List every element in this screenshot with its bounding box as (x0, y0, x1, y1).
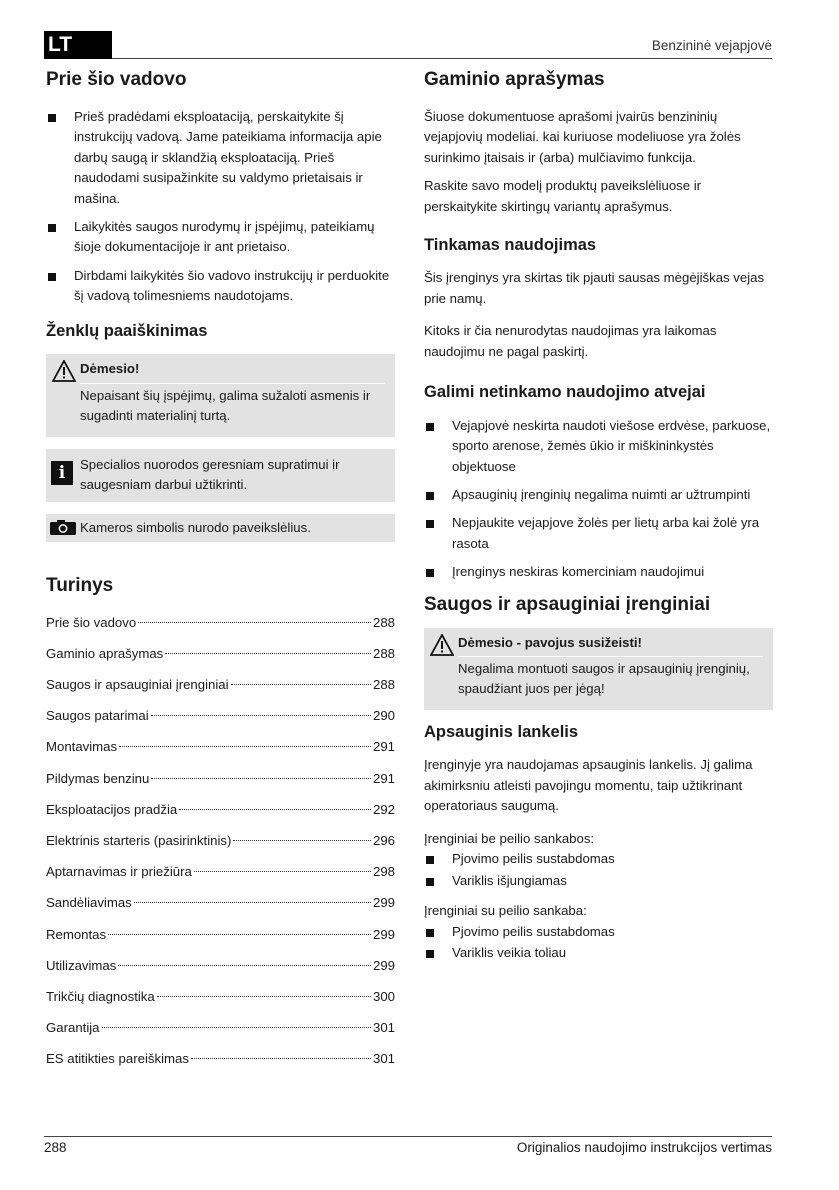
toc-title: Montavimas (46, 739, 118, 755)
list-item: Laikykitės saugos nurodymų ir įspėjimų, pateikiamų šioje dokumentacijoje ir ant prietaiso. (46, 217, 395, 258)
toc-page: 291 (372, 739, 395, 755)
toc-leader (194, 871, 371, 872)
list-item: Prieš pradėdami eksploataciją, perskaitykite šį instrukcijų vadovą. Jame pateikiama informacija apie darbų saugą ir sklandžią eksploataciją. Prieš naudodami susipažinkite su valdymo prietaisais ir mašina. (46, 107, 395, 209)
toc-title: Saugos ir apsauginiai įrenginiai (46, 677, 229, 693)
right-column (424, 68, 773, 971)
toc-row (46, 731, 395, 762)
toc-page: 288 (372, 614, 395, 630)
toc-row (46, 981, 395, 1012)
brake-label: Įrenginiai be peilio sankabos: (424, 830, 595, 846)
toc-title: Utilizavimas (46, 957, 117, 973)
toc-title: Remontas (46, 926, 107, 942)
toc-row (46, 794, 395, 825)
toc-row (46, 1043, 395, 1074)
misuse-list (424, 416, 773, 583)
toc-title: ES atitikties pareiškimas (46, 1051, 189, 1067)
language-badge: LT (44, 31, 112, 59)
bar-heading: Apsauginis lankelis (424, 722, 579, 741)
toc-leader (134, 902, 371, 903)
toc-leader (119, 746, 371, 747)
table-of-contents (46, 607, 395, 1075)
toc-page: 296 (372, 832, 395, 848)
toc-page: 290 (372, 708, 395, 724)
toc-title: Pildymas benzinu (46, 770, 150, 786)
use-heading: Tinkamas naudojimas (424, 235, 597, 254)
symbols-heading: Ženklų paaiškinimas (46, 321, 208, 340)
toc-page: 291 (372, 770, 395, 786)
toc-page: 299 (372, 957, 395, 973)
camera-text: Kameros simbolis nurodo paveikslėlius. (80, 519, 311, 535)
toc-page: 299 (372, 926, 395, 942)
header-rule (112, 58, 772, 59)
warning-title: Dėmesio! (80, 361, 140, 377)
warning-triangle-icon (430, 634, 454, 656)
about-heading: Prie šio vadovo (46, 69, 187, 90)
toc-leader (102, 1027, 371, 1028)
toc-page: 292 (372, 801, 395, 817)
info-icon: i (51, 461, 73, 485)
product-text-2: Raskite savo modelį produktų paveikslėliuose ir perskaitykite skirtingų variantų aprašymus. (424, 178, 702, 214)
toc-leader (191, 1058, 371, 1059)
toc-row (46, 669, 395, 700)
toc-title: Eksploatacijos pradžia (46, 801, 178, 817)
toc-title: Aptarnavimas ir priežiūra (46, 864, 192, 880)
footer-title: Originalios naudojimo instrukcijos vertimas (516, 1140, 772, 1155)
list-item: Variklis išjungiamas (424, 871, 773, 891)
safety-warning-title: Dėmesio - pavojus susižeisti! (458, 634, 642, 650)
toc-page: 301 (372, 1051, 395, 1067)
toc-leader (233, 840, 371, 841)
camera-notice (46, 514, 395, 542)
toc-title: Trikčių diagnostika (46, 988, 155, 1004)
toc-row (46, 607, 395, 638)
list-item: Vejapjovė neskirta naudoti viešose erdvėse, parkuose, sporto arenose, žemės ūkio ir miškininkystės objektuose (424, 416, 773, 477)
info-notice (46, 449, 395, 502)
toc-row (46, 856, 395, 887)
toc-row (46, 1012, 395, 1043)
info-text: Specialios nuorodos geresniam supratimui ir saugesniam darbui užtikrinti. (80, 456, 340, 493)
toc-leader (108, 934, 371, 935)
clutch-list (424, 922, 773, 964)
toc-page: 301 (372, 1020, 395, 1036)
use-text-1: Šis įrenginys yra skirtas tik pjauti sausas mėgėjiškas vejas prie namų. (424, 270, 765, 306)
list-item: Apsauginių įrenginių negalima nuimti ar užtrumpinti (424, 485, 773, 505)
safety-heading: Saugos ir apsauginiai įrenginiai (424, 593, 711, 615)
warning-triangle-icon (52, 360, 76, 382)
toc-page: 288 (372, 645, 395, 661)
toc-row (46, 950, 395, 981)
footer-rule (44, 1136, 772, 1137)
toc-leader (151, 778, 371, 779)
list-item: Nepjaukite vejapjove žolės per lietų arba kai žolė yra rasota (424, 513, 773, 554)
warning-notice (46, 354, 395, 436)
toc-page: 288 (372, 677, 395, 693)
toc-page: 298 (372, 864, 395, 880)
camera-icon (50, 520, 76, 535)
use-text-2: Kitoks ir čia nenurodytas naudojimas yra laikomas naudojimu ne pagal paskirtį. (424, 323, 717, 359)
toc-title: Gaminio aprašymas (46, 645, 164, 661)
toc-title: Prie šio vadovo (46, 614, 137, 630)
toc-leader (231, 684, 371, 685)
safety-warning-notice (424, 628, 773, 710)
toc-title: Elektrinis starteris (pasirinktinis) (46, 832, 232, 848)
page-number: 288 (44, 1140, 67, 1155)
toc-row (46, 825, 395, 856)
list-item: Įrenginys neskiras komerciniam naudojimui (424, 562, 773, 582)
toc-leader (179, 809, 371, 810)
toc-leader (157, 996, 371, 997)
clutch-label: Įrenginiai su peilio sankaba: (424, 903, 587, 919)
product-text-1: Šiuose dokumentuose aprašomi įvairūs benzininių vejapjovių modeliai. kai kuriuose modeliuose yra žolės surinkimo įtaisais ir (arba) mulčiavimo funkcija. (424, 108, 741, 165)
list-item: Pjovimo peilis sustabdomas (424, 922, 773, 942)
list-item: Variklis veikia toliau (424, 943, 773, 963)
list-item: Pjovimo peilis sustabdomas (424, 849, 773, 869)
toc-leader (118, 965, 371, 966)
toc-heading: Turinys (46, 574, 114, 596)
toc-page: 299 (372, 895, 395, 911)
safety-warning-text: Negalima montuoti saugos ir apsauginių įrenginių, spaudžiant juos per jėgą! (458, 656, 763, 700)
toc-leader (138, 622, 371, 623)
bar-text: Įrenginyje yra naudojamas apsauginis lankelis. Jį galima akimirksniu atleisti pavojingu momentu, taip užtikrinant operatoriaus saugumą. (424, 757, 753, 814)
toc-title: Sandėliavimas (46, 895, 132, 911)
toc-row (46, 887, 395, 918)
toc-page: 300 (372, 988, 395, 1004)
brake-list (424, 849, 773, 891)
list-item: Dirbdami laikykitės šio vadovo instrukcijų ir perduokite šį vadovą tolimesniems naudotojams. (46, 266, 395, 307)
toc-leader (151, 715, 371, 716)
left-column (46, 68, 395, 1074)
toc-row (46, 638, 395, 669)
header-title: Benzininė vejapjovė (651, 38, 772, 53)
about-list (46, 107, 395, 307)
toc-leader (165, 653, 371, 654)
misuse-heading: Galimi netinkamo naudojimo atvejai (424, 383, 706, 402)
toc-row (46, 763, 395, 794)
product-heading: Gaminio aprašymas (424, 69, 605, 90)
warning-text: Nepaisant šių įspėjimų, galima sužaloti asmenis ir sugadinti materialinį turtą. (80, 383, 385, 427)
toc-row (46, 919, 395, 950)
toc-title: Garantija (46, 1020, 100, 1036)
toc-title: Saugos patarimai (46, 708, 149, 724)
toc-row (46, 700, 395, 731)
